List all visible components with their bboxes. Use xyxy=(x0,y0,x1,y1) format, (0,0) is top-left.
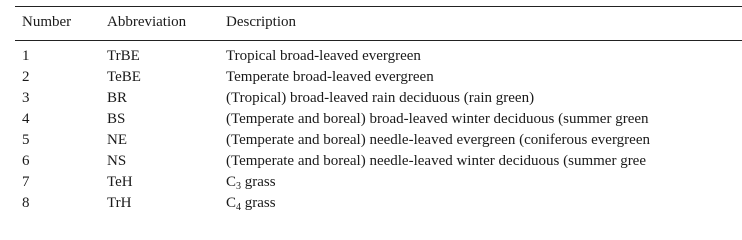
row-description: $C_3$ grass xyxy=(226,174,276,192)
header-description: Description xyxy=(226,14,296,30)
row-description: (Temperate and boreal) needle-leaved evergreen (coniferous evergreen xyxy=(226,132,650,148)
row-abbreviation: TrH xyxy=(107,195,132,211)
row-number: 4 xyxy=(22,111,30,127)
row-abbreviation: TrBE xyxy=(107,48,140,64)
header-number: Number xyxy=(22,14,72,30)
row-description: Tropical broad-leaved evergreen xyxy=(226,48,421,64)
row-description: (Temperate and boreal) needle-leaved winter deciduous (summer gree xyxy=(226,153,646,169)
table-top-rule xyxy=(15,6,742,7)
row-number: 8 xyxy=(22,195,30,211)
row-abbreviation: BR xyxy=(107,90,128,106)
row-description: (Temperate and boreal) broad-leaved winter deciduous (summer green xyxy=(226,111,649,127)
row-number: 3 xyxy=(22,90,30,106)
row-description: Temperate broad-leaved evergreen xyxy=(226,69,434,85)
row-number: 2 xyxy=(22,69,30,85)
row-abbreviation: NS xyxy=(107,153,127,169)
row-number: 7 xyxy=(22,174,30,190)
row-abbreviation: BS xyxy=(107,111,126,127)
row-description: (Tropical) broad-leaved rain deciduous (rain green) xyxy=(226,90,535,106)
row-number: 5 xyxy=(22,132,30,148)
row-number: 1 xyxy=(22,48,30,64)
row-description: $C_4$ grass xyxy=(226,195,276,213)
table-header-rule xyxy=(15,40,742,41)
row-number: 6 xyxy=(22,153,30,169)
row-abbreviation: TeH xyxy=(107,174,133,190)
header-abbreviation: Abbreviation xyxy=(107,14,187,30)
row-abbreviation: TeBE xyxy=(107,69,141,85)
row-abbreviation: NE xyxy=(107,132,127,148)
